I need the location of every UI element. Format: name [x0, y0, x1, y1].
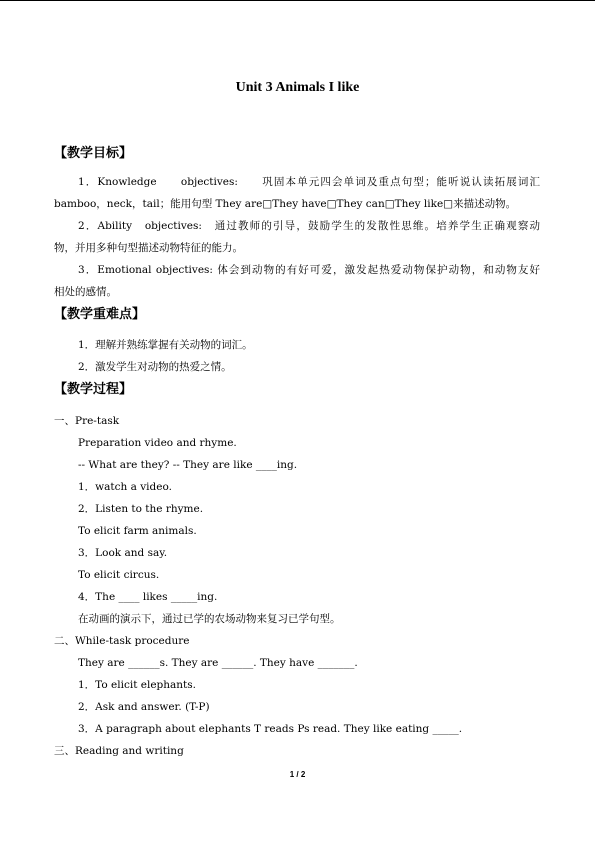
page-number: 1 / 2: [289, 770, 306, 779]
process-line-14: 2．Ask and answer. (T-P): [78, 701, 210, 713]
process-line-2: Preparation video and rhyme.: [78, 437, 237, 449]
document-title: Unit 3 Animals I like: [235, 80, 360, 95]
process-line-16: 三、Reading and writing: [54, 745, 184, 757]
key-points-line-1: 1．理解并熟练掌握有关动物的词汇。: [78, 339, 253, 351]
process-line-7: 3．Look and say.: [78, 547, 168, 559]
process-line-1: 一、Pre-task: [54, 415, 120, 427]
top-rule: [0, 0, 595, 1]
objectives-line-6: 相处的感情。: [54, 286, 117, 298]
key-points-line-2: 2．激发学生对动物的热爱之情。: [78, 361, 232, 373]
process-line-9: 4．The ____ likes _____ing.: [78, 591, 218, 603]
heading-objectives: 【教学目标】: [54, 146, 133, 161]
process-line-13: 1．To elicit elephants.: [78, 679, 196, 691]
process-line-6: To elicit farm animals.: [78, 525, 197, 537]
process-line-3: -- What are they? -- They are like ____ing.: [78, 459, 298, 471]
objectives-line-4: 物，并用多种句型描述动物特征的能力。: [54, 242, 243, 254]
process-line-10: 在动画的演示下，通过已学的农场动物来复习已学句型。: [78, 613, 341, 625]
objectives-line-2: bamboo，neck，tail；能用句型 They are□They have□They can□They like□来描述动物。: [54, 198, 517, 210]
process-line-11: 二、While-task procedure: [54, 635, 190, 647]
objectives-line-3: 2．Ability objectives: 通过教师的引导，鼓励学生的发散性思维。培养学生正确观察动: [78, 220, 540, 232]
objectives-line-5: 3．Emotional objectives: 体会到动物的有好可爱，激发起热爱动物保护动物，和动物友好: [78, 264, 540, 276]
process-line-15: 3．A paragraph about elephants T reads Ps read. They like eating _____.: [78, 723, 463, 735]
heading-process: 【教学过程】: [54, 382, 133, 397]
process-line-12: They are ______s. They are ______. They have _______.: [78, 657, 358, 669]
process-line-4: 1．watch a video.: [78, 481, 172, 493]
process-line-5: 2．Listen to the rhyme.: [78, 503, 204, 515]
heading-key-points: 【教学重难点】: [54, 307, 146, 322]
objectives-line-1: 1．Knowledge objectives: 巩固本单元四会单词及重点句型；能听说认读拓展词汇: [78, 176, 540, 188]
process-line-8: To elicit circus.: [78, 569, 160, 581]
